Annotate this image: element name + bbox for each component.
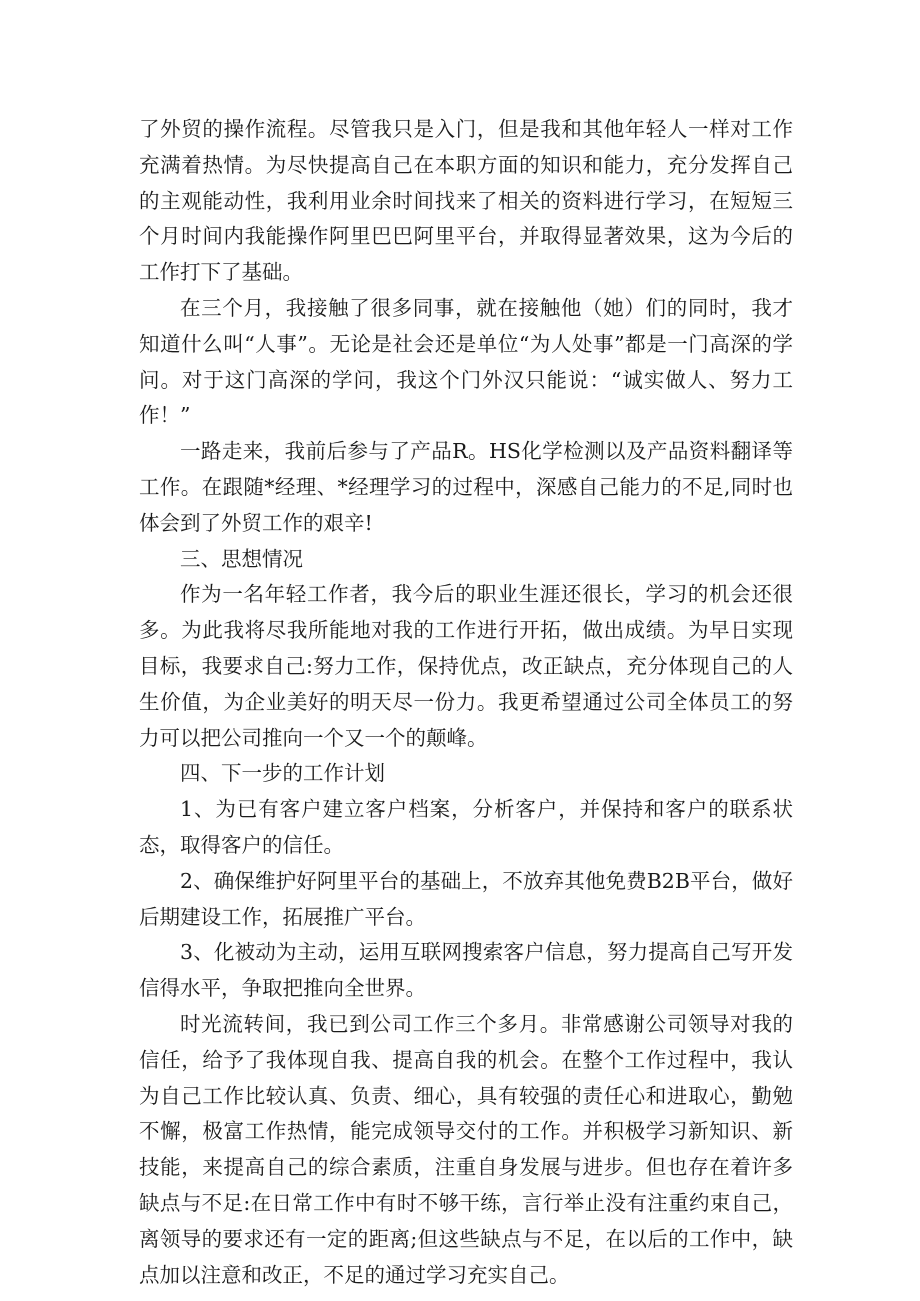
plan-item-3: 3、化被动为主动，运用互联网搜索客户信息，努力提高自己写开发信得水平，争取把推向全世界。	[139, 940, 793, 1001]
section-heading-thoughts: 三、思想情况	[180, 546, 303, 571]
paragraph-participation: 一路走来，我前后参与了产品R。HS化学检测以及产品资料翻译等工作。在跟随*经理、*经理学习的过程中，深感自己能力的不足,同时也体会到了外贸工作的艰辛!	[139, 439, 793, 535]
paragraph-thoughts: 作为一名年轻工作者，我今后的职业生涯还很长，学习的机会还很多。为此我将尽我所能地对我的工作进行开拓，做出成绩。为早日实现目标，我要求自己:努力工作，保持优点，改正缺点，充分体现自己的人生价值，为企业美好的明天尽一份力。我更希望通过公司全体员工的努力可以把公司推向一个又一个的颠峰。	[139, 582, 793, 750]
paragraph-operations: 了外贸的操作流程。尽管我只是入门，但是我和其他年轻人一样对工作充满着热情。为尽快提高自己在本职方面的知识和能力，充分发挥自己的主观能动性，我利用业余时间找来了相关的资料进行学习，在短短三个月时间内我能操作阿里巴巴阿里平台，并取得显著效果，这为今后的工作打下了基础。	[139, 117, 793, 285]
paragraph-summary: 时光流转间，我已到公司工作三个多月。非常感谢公司领导对我的信任，给予了我体现自我、提高自我的机会。在整个工作过程中，我认为自己工作比较认真、负责、细心，具有较强的责任心和进取心，勤勉不懈，极富工作热情，能完成领导交付的工作。并积极学习新知识、新技能，来提高自己的综合素质，注重自身发展与进步。但也存在着许多缺点与不足:在日常工作中有时不够干练，言行举止没有注重约束自己，离领导的要求还有一定的距离;但这些缺点与不足，在以后的工作中，缺点加以注意和改正，不足的通过学习充实自己。	[139, 1011, 793, 1287]
document-body	[139, 112, 793, 1293]
plan-item-1: 1、为已有客户建立客户档案，分析客户，并保持和客户的联系状态，取得客户的信任。	[139, 797, 793, 857]
paragraph-colleagues: 在三个月，我接触了很多同事，就在接触他（她）们的同时，我才知道什么叫“人事”。无论是社会还是单位“为人处事”都是一门高深的学问。对于这门高深的学问，我这个门外汉只能说：“诚实做人、努力工作！”	[139, 295, 793, 428]
plan-item-2: 2、确保维护好阿里平台的基础上，不放弃其他免费B2B平台，做好后期建设工作，拓展推广平台。	[139, 868, 793, 929]
section-heading-next-plan: 四、下一步的工作计划	[180, 761, 385, 786]
